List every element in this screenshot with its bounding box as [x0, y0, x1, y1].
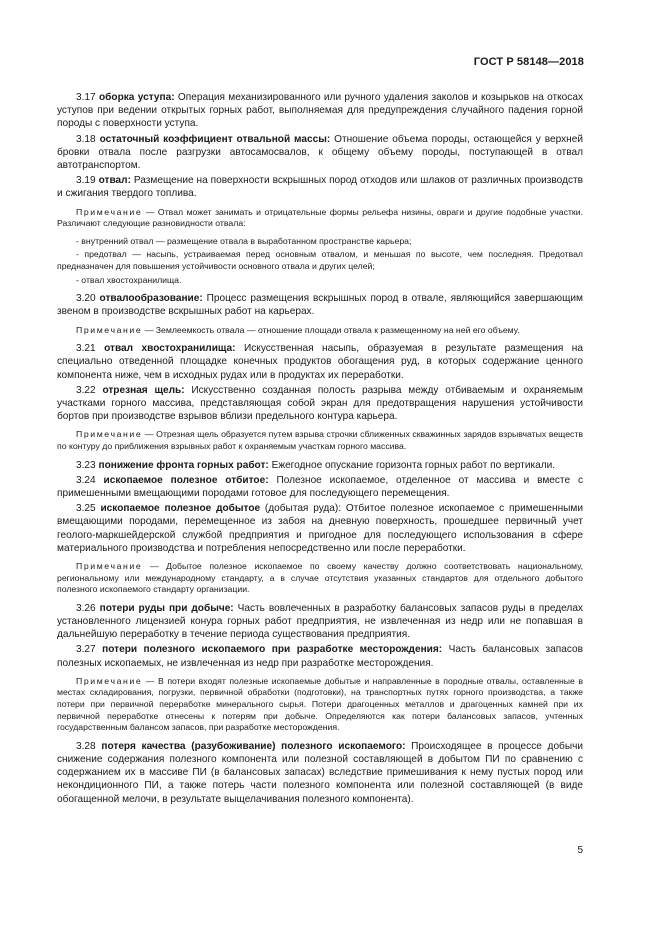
term-title: отвал:	[98, 175, 131, 187]
term-3-24	[57, 474, 583, 500]
term-3-17	[57, 91, 583, 131]
term-definition: Процесс размещения вскрышных пород в отвале, являющийся завершающим звеном в производстве вскрышных работ на карьерах.	[57, 293, 583, 318]
term-3-22	[57, 384, 583, 424]
term-number: 3.18	[76, 133, 96, 145]
term-definition: (добытая руда): Отбитое полезное ископаемое с примешенными вмещающими породами, перемещенное из забоя на дневную поверхность, прошедшее первичный учет геолого-маркшейдерской службой предприятия и пригодное для последующего использования в сфере материального производства и потребления непосредственно или после переработки.	[57, 503, 583, 554]
term-definition: Часть балансовых запасов полезных ископаемых, не извлеченная из недр при разработке месторождения.	[57, 644, 583, 669]
term-title: ископаемое полезное отбитое:	[103, 474, 269, 486]
term-3-25	[57, 502, 583, 555]
note-text: — Отвал может занимать и отрицательные формы рельефа низины, овраги и другие подобные участки. Различают следующие разновидности отвала:	[57, 206, 583, 229]
term-number: 3.19	[76, 175, 96, 187]
term-title: оборка уступа:	[99, 92, 175, 103]
term-definition: Ежегодное опускание горизонта горных работ по вертикали.	[268, 459, 556, 471]
term-number: 3.24	[76, 474, 96, 486]
term-title: отвал хвостохранилища:	[104, 343, 236, 355]
term-title: потери полезного ископаемого при разработке месторождения:	[102, 644, 443, 656]
note-3-20	[57, 325, 583, 337]
term-3-19	[57, 174, 583, 200]
term-3-21	[57, 342, 583, 382]
document-code: ГОСТ Р 58148—2018	[473, 56, 584, 68]
term-title: ископаемое полезное добытое	[100, 503, 261, 515]
term-number: 3.20	[76, 293, 96, 305]
term-definition: Происходящее в процессе добычи снижение содержания полезного компонента или полезной составляющей в добытом ПИ по сравнению с содержанием их в массиве ПИ (в балансовых запасах) вследствие примешивания к нему пустых пород или некондиционного ПИ, а также потерь части полезного компонента или полезной составляющей (в виде обогащенной мелочи, в результате выщелачивания полезного компонента).	[57, 740, 583, 805]
term-3-18	[57, 133, 583, 173]
term-number: 3.28	[76, 740, 96, 752]
term-number: 3.21	[76, 343, 96, 355]
term-title: потеря качества (разубоживание) полезного ископаемого:	[101, 740, 406, 752]
term-title: остаточный коэффициент отвальной массы:	[99, 133, 331, 145]
note-3-19	[57, 207, 583, 230]
term-3-23	[57, 459, 583, 472]
term-definition: Операция механизированного или ручного удаления заколов и козырьков на откосах уступов при ведении открытых горных работ, выполняемая для предупреждения случайного падения горной породы с поверхности уступа.	[57, 92, 584, 130]
note-list-item: - внутренний отвал — размещение отвала в выработанном пространстве карьера;	[76, 235, 412, 246]
note-text: — Добытое полезное ископаемое по своему качеству должно соответствовать национальному, региональному или международному стандарту, а в случае отсутствия указанных стандартов для отдельного добытого полезного ископаемого стандарту организации.	[57, 561, 583, 595]
term-3-27	[57, 643, 583, 669]
note-3-25	[57, 561, 583, 596]
note-3-27	[57, 676, 583, 734]
note-text: — Отрезная щель образуется путем взрыва строчки сближенных скважинных зарядов взрывчатых веществ по контуру до приближения взрывных работ к охраняемым участкам горного массива.	[57, 429, 583, 451]
document-body	[57, 91, 583, 808]
term-definition: Полезное ископаемое, отделенное от массива и вместе с примешенными вмещающими породами готовое для последующего перемещения.	[57, 474, 583, 499]
term-definition: Отношение объема породы, остающейся у верхней бровки отвала после разгрузки автосамосвалов, к общему объему породы, поступающей в отвал автотранспортом.	[57, 133, 583, 172]
note-list-item: - предотвал — насыпь, устраиваемая перед основным отвалом, и меньшая по высоте, чем последняя. Предотвал предназначен для повышения устойчивости основного отвала и других целей;	[57, 249, 583, 271]
page-number: 5	[577, 845, 583, 856]
term-number: 3.25	[76, 503, 96, 515]
note-3-22	[57, 429, 583, 452]
note-label: Примечание	[76, 324, 143, 335]
term-3-20	[57, 292, 583, 318]
term-number: 3.17	[76, 92, 96, 103]
note-text: — Землеемкость отвала — отношение площади отвала к размещенному на ней его объему.	[142, 324, 520, 335]
note-label: Примечание	[76, 675, 143, 686]
term-title: потери руды при добыче:	[99, 602, 234, 614]
term-title: понижение фронта горных работ:	[98, 459, 269, 471]
term-definition: Искусственно созданная полость разрыва между отбиваемым и охраняемым участками горного массива, представляющая собой экран для предотвращения нарушения устойчивости бортов при производстве взрывов вблизи предельного контура карьера.	[57, 384, 583, 423]
note-label: Примечание	[76, 429, 143, 440]
note-list-item: - отвал хвостохранилища.	[76, 274, 182, 285]
term-definition: Часть вовлеченных в разработку балансовых запасов руды в пределах установленного лицензией конура горных работ предприятия, не извлеченная из недр или не попавшая в дальнейшую переработку в течение периода существования предприятия.	[57, 602, 583, 641]
term-3-28	[57, 740, 583, 806]
term-title: отвалообразование:	[99, 293, 203, 305]
term-number: 3.27	[76, 644, 96, 656]
note-text: — В потери входят полезные ископаемые добытые и направленные в породные отвалы, оставленные в местах складирования, погрузки, первичной обработки (подготовки), на транспортных путях горного производства, а также потери при первичной переработке минерального сырья. Потери драгоценных металлов и драгоценных камней при их первичной переработке отнесены к потерям при добыче. Определяются как потери балансовых запасов, учтенных государственным балансом запасов, при разработке месторождения.	[57, 675, 583, 733]
note-label: Примечание	[76, 206, 143, 217]
term-definition: Размещение на поверхности вскрышных пород отходов или шлаков от различных производств и сжигания твердого топлива.	[57, 175, 583, 200]
term-number: 3.23	[76, 459, 96, 471]
term-3-26	[57, 602, 583, 642]
term-definition: Искусственная насыпь, образуемая в результате размещения на специально отведенной площадке конечных продуктов обогащения руд, в которых содержание ценного компонента ниже, чем в исходных рудах или в продуктах их переработки.	[57, 343, 583, 381]
term-number: 3.22	[76, 384, 96, 396]
term-number: 3.26	[76, 602, 96, 614]
note-label: Примечание	[76, 561, 143, 572]
term-title: отрезная щель:	[102, 384, 185, 396]
